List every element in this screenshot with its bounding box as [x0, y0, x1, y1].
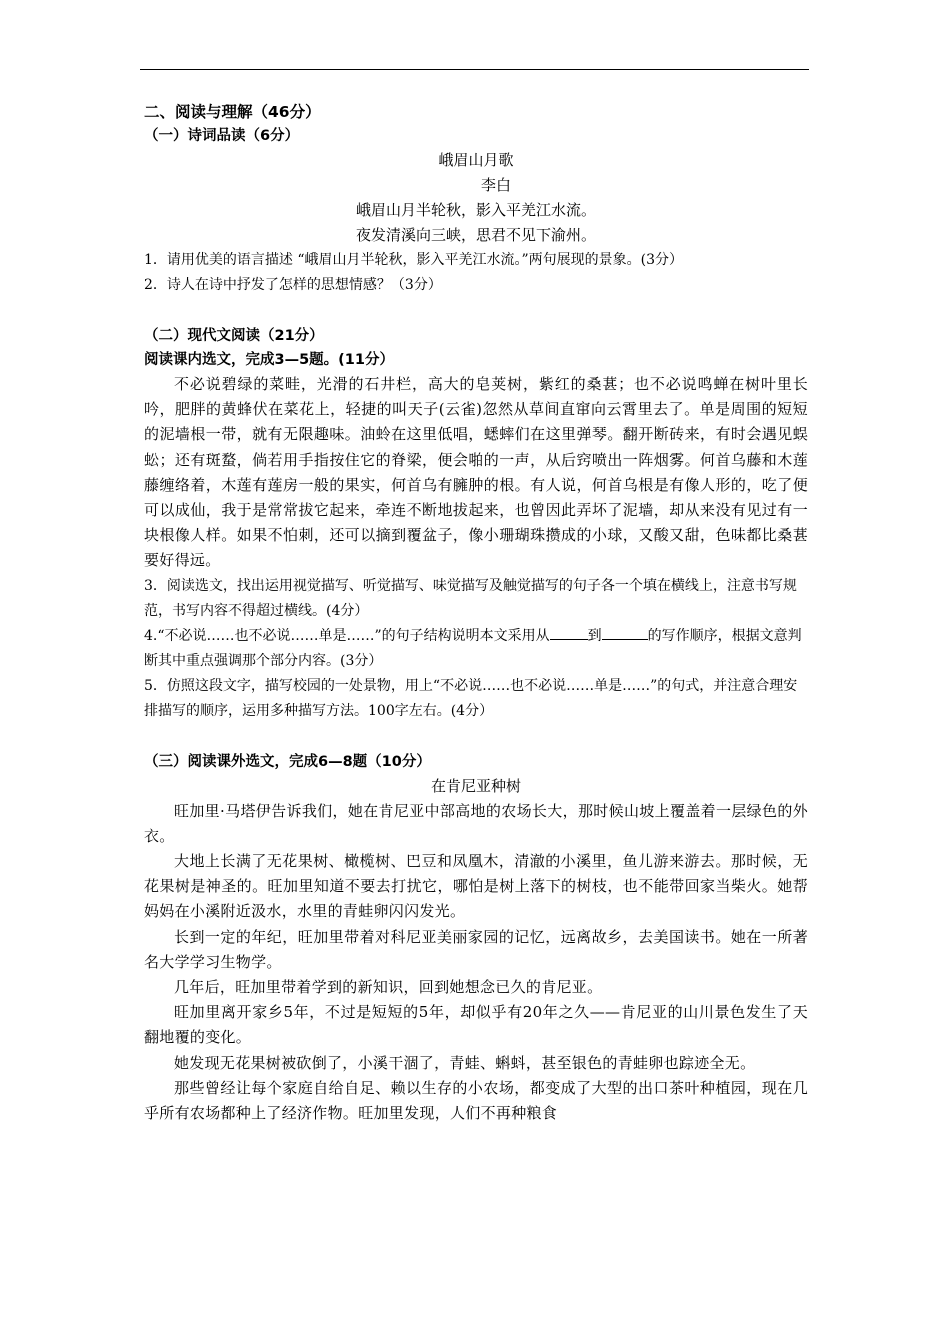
poem-line: 夜发清溪向三峡，思君不见下渝州。 [355, 226, 596, 244]
poem-author: 李白 [480, 176, 511, 194]
answer-blank-2[interactable] [602, 625, 648, 640]
poem-line: 峨眉山月半轮秋，影入平羌江水流。 [355, 201, 596, 219]
part3-heading: （三）阅读课外选文，完成6—8题（10分） [144, 753, 431, 770]
article-paragraph: 大地上长满了无花果树、橄榄树、巴豆和凤凰木，清澈的小溪里，鱼儿游来游去。那时候，无花果树是神圣的。旺加里知道不要去打扰它，哪怕是树上落下的树枝，也不能带回家当柴火。她帮妈妈在小溪附近汲水，水里的青蛙卵闪闪发光。 [144, 852, 808, 921]
article-paragraph: 旺加里离开家乡5年，不过是短短的5年，却似乎有20年之久——肯尼亚的山川景色发生了天翻地覆的变化。 [144, 1003, 808, 1047]
question-3: 3．阅读选文，找出运用视觉描写、听觉描写、味觉描写及触觉描写的句子各一个填在横线上，注意书写规范，书写内容不得超过横线。(4分） [144, 577, 797, 619]
article-paragraph: 那些曾经让每个家庭自给自足、赖以生存的小农场，都变成了大型的出口茶叶种植园，现在几乎所有农场都种上了经济作物。旺加里发现，人们不再种粮食 [144, 1078, 808, 1123]
question-4-text-b: 到 [587, 627, 602, 644]
article-paragraph: 长到一定的年纪，旺加里带着对科尼亚美丽家园的记忆，远离故乡，去美国读书。她在一所著名大学学习生物学。 [144, 927, 808, 971]
question-1: 1．请用优美的语言描述 “峨眉山月半轮秋，影入平羌江水流。”两句展现的景象。(3分） [144, 252, 684, 268]
article-title: 在肯尼亚种树 [430, 776, 521, 795]
article-paragraph: 几年后，旺加里带着学到的新知识，回到她想念已久的肯尼亚。 [174, 978, 603, 997]
question-5: 5．仿照这段文字，描写校园的一处景物，用上“不必说……也不必说……单是……”的句式，并注意合理安排描写的顺序，运用多种描写方法。100字左右。(4分） [144, 677, 798, 719]
answer-blank-1[interactable] [550, 625, 588, 640]
top-rule [140, 69, 809, 70]
passage-text: 不必说碧绿的菜畦，光滑的石井栏，高大的皂荚树，紫红的桑葚；也不必说鸣蝉在树叶里长吟，肥胖的黄蜂伏在菜花上，轻捷的叫天子(云雀)忽然从草间直窜向云霄里去了。单是周围的短短的泥墙根一带，就有无限趣味。油蛉在这里低唱，蟋蟀们在这里弹琴。翻开断砖来，有时会遇见蜈蚣；还有斑蝥，倘若用手指按住它的脊梁，便会啪的一声，从后窍喷出一阵烟雾。何首乌藤和木莲藤缠络着，木莲有莲房一般的果实，何首乌有臃肿的根。有人说，何首乌根是有像人形的，吃了便可以成仙，我于是常常拔它起来，牵连不断地拔起来，也曾因此弄坏了泥墙，却从来没有见过有一块根像人样。如果不怕刺，还可以摘到覆盆子，像小珊瑚珠攒成的小球，又酸又甜，色味都比桑葚要好得远。 [144, 375, 808, 570]
document-page [144, 96, 808, 1126]
question-4-text-c: 的写作顺序，根据文意判断其中重点强调那个部分内容。(3分） [144, 627, 802, 669]
article-paragraph: 她发现无花果树被砍倒了，小溪干涸了，青蛙、蝌蚪，甚至银色的青蛙卵也踪迹全无。 [174, 1053, 756, 1072]
part2-heading: （二）现代文阅读（21分） [144, 328, 324, 344]
question-4-text-a: 4.“不必说……也不必说……单是……”的句子结构说明本文采用从 [144, 627, 550, 644]
part1-heading: （一）诗词品读（6分） [144, 128, 300, 144]
part2-subheading: 阅读课内选文，完成3—5题。(11分） [144, 352, 394, 368]
question-4 [144, 624, 808, 674]
poem-title: 峨眉山月歌 [438, 151, 514, 169]
question-2: 2．诗人在诗中抒发了怎样的思想情感？（3分） [144, 277, 442, 293]
section-title: 二、阅读与理解（46分） [144, 103, 321, 121]
article-paragraph: 旺加里·马塔伊告诉我们，她在肯尼亚中部高地的农场长大，那时候山坡上覆盖着一层绿色的外衣。 [144, 801, 808, 845]
